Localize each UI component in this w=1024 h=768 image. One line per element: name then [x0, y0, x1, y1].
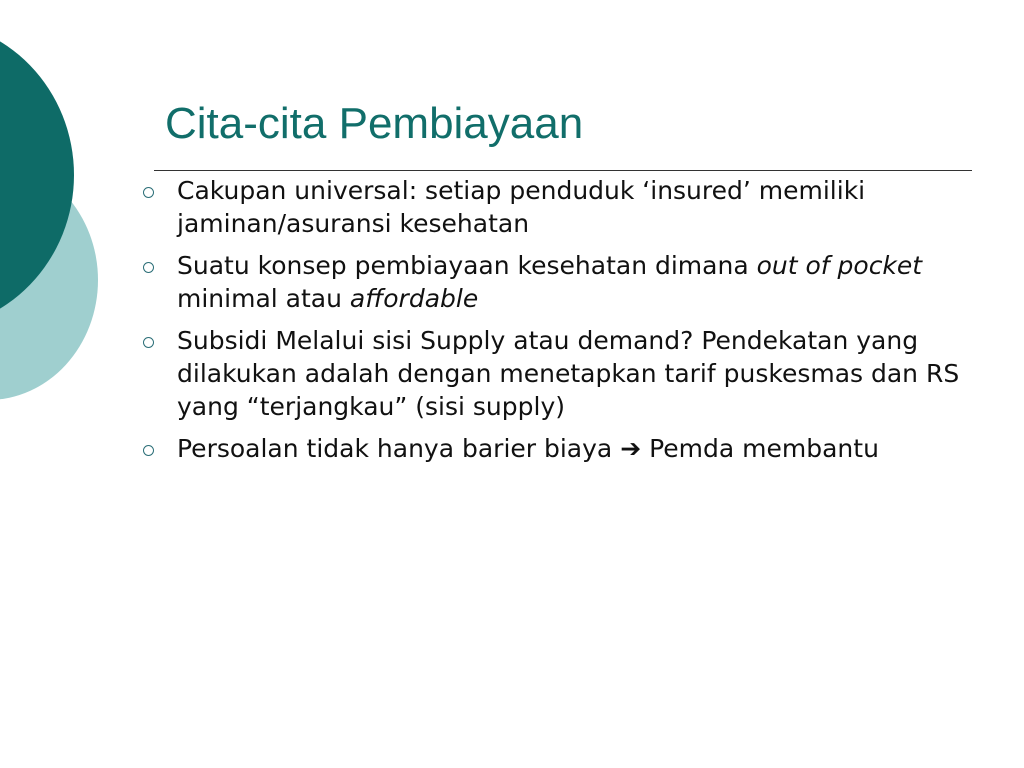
- arrow-right-icon: ➔: [620, 434, 642, 463]
- slide-title: Cita-cita Pembiayaan: [165, 99, 584, 148]
- hollow-circle-bullet-icon: [143, 262, 154, 273]
- hollow-circle-bullet-icon: [143, 337, 154, 348]
- bullet-text-part: Suatu konsep pembiayaan kesehatan dimana: [177, 251, 757, 280]
- bullet-item: [140, 249, 970, 315]
- bullet-item: [140, 324, 970, 423]
- bullet-text: [177, 432, 970, 465]
- bullet-text-italic-part: affordable: [349, 284, 479, 313]
- bullet-item: [140, 432, 970, 465]
- bullet-item: [140, 174, 970, 240]
- bullet-text: [177, 324, 970, 423]
- bullet-text: [177, 249, 970, 315]
- bullet-text-italic-part: out of pocket: [756, 251, 923, 280]
- bullet-text-part: minimal atau: [177, 284, 350, 313]
- bullet-text: [177, 174, 970, 240]
- bullet-text-part: Subsidi Melalui sisi Supply atau demand? Pendekatan yang dilakukan adalah dengan menetapkan tarif puskesmas dan RS yang “terjangkau” (sisi supply): [177, 326, 960, 421]
- bullet-text-part: Cakupan universal: setiap penduduk ‘insured’ memiliki jaminan/asuransi kesehatan: [177, 176, 866, 238]
- hollow-circle-bullet-icon: [143, 445, 154, 456]
- bullet-text-part: Pemda membantu: [641, 434, 879, 463]
- bullet-text-part: Persoalan tidak hanya barier biaya: [177, 434, 621, 463]
- bullet-list: [140, 174, 970, 474]
- title-underline: [154, 170, 972, 171]
- hollow-circle-bullet-icon: [143, 187, 154, 198]
